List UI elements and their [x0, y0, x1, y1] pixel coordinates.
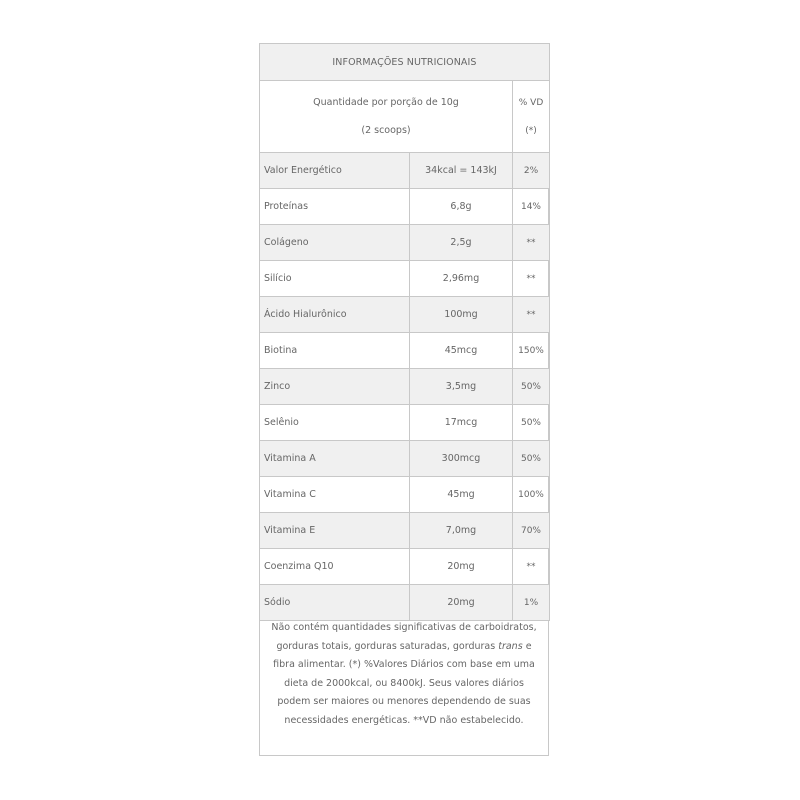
nutrient-amount: 7,0mg: [410, 513, 513, 549]
nutrition-facts-panel: [259, 43, 549, 756]
table-row: [260, 441, 550, 477]
nutrient-amount: 3,5mg: [410, 369, 513, 405]
footnote-part-2: e fibra alimentar. (*) %Valores Diários com base em uma dieta de 2000kcal, ou 8400kJ. Seus valores diários podem ser maiores ou menores dependendo de suas necessidades energéticas. **VD não estabelecido.: [273, 640, 535, 726]
nutrient-amount: 6,8g: [410, 189, 513, 225]
nutrient-vd: **: [513, 549, 550, 585]
nutrient-name: Valor Energético: [260, 153, 410, 189]
nutrient-amount: 2,96mg: [410, 261, 513, 297]
table-row: [260, 333, 550, 369]
nutrient-name: Sódio: [260, 585, 410, 621]
portion-cell: [260, 81, 513, 153]
table-row: [260, 189, 550, 225]
nutrient-name: Selênio: [260, 405, 410, 441]
vd-header-cell: [513, 81, 550, 153]
nutrient-vd: **: [513, 297, 550, 333]
nutrient-vd: 50%: [513, 369, 550, 405]
table-row: [260, 225, 550, 261]
nutrient-amount: 100mg: [410, 297, 513, 333]
nutrient-amount: 300mcg: [410, 441, 513, 477]
footnote-italic: trans: [498, 640, 523, 652]
nutrient-name: Silício: [260, 261, 410, 297]
portion-size-text: Quantidade por porção de 10g: [313, 96, 459, 108]
nutrient-name: Biotina: [260, 333, 410, 369]
nutrient-vd: **: [513, 225, 550, 261]
nutrient-name: Ácido Hialurônico: [260, 297, 410, 333]
nutrient-vd: 50%: [513, 405, 550, 441]
nutrient-name: Vitamina A: [260, 441, 410, 477]
table-row: [260, 369, 550, 405]
nutrient-vd: 14%: [513, 189, 550, 225]
nutrient-vd: **: [513, 261, 550, 297]
footnote-part-1: Não contém quantidades significativas de carboidratos, gorduras totais, gorduras saturadas, gorduras: [271, 622, 537, 652]
table-row: [260, 261, 550, 297]
nutrient-amount: 2,5g: [410, 225, 513, 261]
nutrient-vd: 100%: [513, 477, 550, 513]
nutrition-table: [259, 43, 550, 621]
nutrient-vd: 150%: [513, 333, 550, 369]
nutrient-amount: 17mcg: [410, 405, 513, 441]
nutrient-vd: 70%: [513, 513, 550, 549]
nutrient-name: Vitamina E: [260, 513, 410, 549]
nutrient-amount: 20mg: [410, 585, 513, 621]
table-title: INFORMAÇÕES NUTRICIONAIS: [260, 44, 550, 81]
table-row: [260, 585, 550, 621]
footnote-text: [260, 619, 548, 730]
vd-header-note: (*): [525, 125, 537, 136]
nutrient-vd: 2%: [513, 153, 550, 189]
nutrient-vd: 1%: [513, 585, 550, 621]
table-row: [260, 513, 550, 549]
table-row: [260, 153, 550, 189]
nutrient-amount: 34kcal = 143kJ: [410, 153, 513, 189]
nutrient-name: Coenzima Q10: [260, 549, 410, 585]
nutrient-name: Colágeno: [260, 225, 410, 261]
nutrient-amount: 45mg: [410, 477, 513, 513]
table-row: [260, 477, 550, 513]
nutrient-vd: 50%: [513, 441, 550, 477]
nutrient-name: Vitamina C: [260, 477, 410, 513]
vd-header-label: % VD: [518, 97, 544, 108]
nutrient-amount: 20mg: [410, 549, 513, 585]
table-row: [260, 297, 550, 333]
portion-scoops-text: (2 scoops): [361, 124, 411, 136]
table-row: [260, 405, 550, 441]
nutrient-amount: 45mcg: [410, 333, 513, 369]
nutrient-name: Zinco: [260, 369, 410, 405]
table-row: [260, 549, 550, 585]
nutrient-name: Proteínas: [260, 189, 410, 225]
